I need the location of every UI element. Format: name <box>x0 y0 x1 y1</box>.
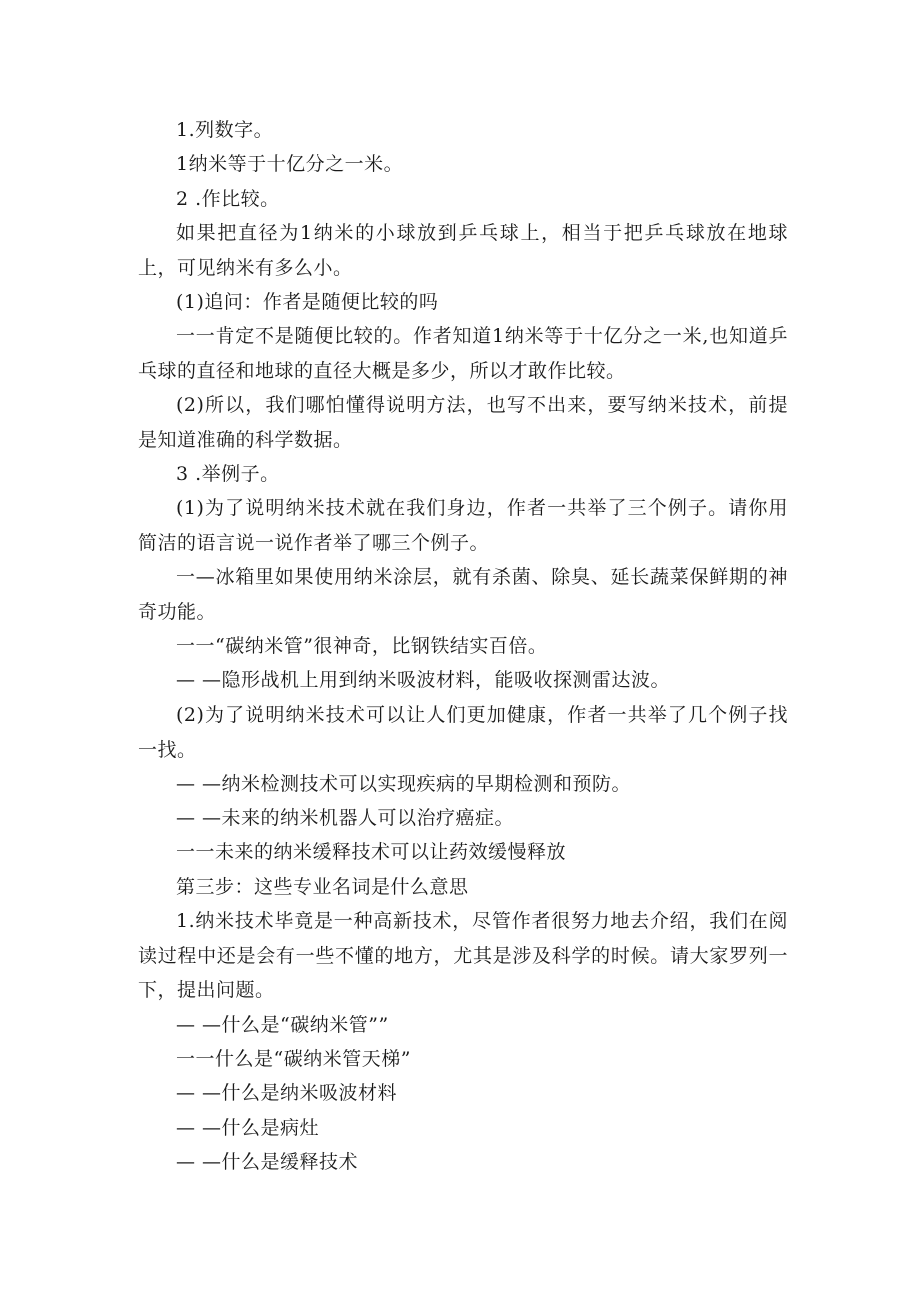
paragraph-17: 第三步：这些专业名词是什么意思 <box>176 876 469 898</box>
paragraph-7: (2)所以，我们哪怕懂得说明方法，也写不出来，要写纳米技术，前提是知道准确的科学数据。 <box>138 394 788 451</box>
paragraph-3: 2 .作比较。 <box>176 188 280 210</box>
paragraph-1: 1.列数字。 <box>176 119 274 141</box>
paragraph-9: (1)为了说明纳米技术就在我们身边，作者一共举了三个例子。请你用简洁的语言说一说作者举了哪三个例子。 <box>138 497 788 554</box>
paragraph-14: — —纳米检测技术可以实现疾病的早期检测和预防。 <box>176 773 632 795</box>
paragraph-12: — —隐形战机上用到纳米吸波材料，能吸收探测雷达波。 <box>176 669 671 691</box>
paragraph-13: (2)为了说明纳米技术可以让人们更加健康，作者一共举了几个例子找一找。 <box>138 704 788 761</box>
paragraph-6: 一一肯定不是随便比较的。作者知道1纳米等于十亿分之一米,也知道乒乓球的直径和地球的直径大概是多少，所以才敢作比较。 <box>138 325 788 382</box>
paragraph-8: 3 .举例子。 <box>176 463 280 485</box>
paragraph-10: 一—冰箱里如果使用纳米涂层，就有杀菌、除臭、延长蔬菜保鲜期的神奇功能。 <box>138 566 788 623</box>
paragraph-11: 一一“碳纳米管”很神奇，比钢铁结实百倍。 <box>176 635 548 657</box>
paragraph-22: — —什么是病灶 <box>176 1117 320 1139</box>
paragraph-15: — —未来的纳米机器人可以治疗癌症。 <box>176 807 515 829</box>
paragraph-4: 如果把直径为1纳米的小球放到乒乓球上，相当于把乒乓球放在地球上，可见纳米有多么小。 <box>138 222 788 279</box>
paragraph-16: 一一未来的纳米缓释技术可以让药效缓慢释放 <box>176 841 567 863</box>
paragraph-21: — —什么是纳米吸波材料 <box>176 1082 398 1104</box>
paragraph-5: (1)追问：作者是随便比较的吗 <box>176 291 439 313</box>
paragraph-2: 1纳米等于十亿分之一米。 <box>176 153 404 175</box>
paragraph-20: 一一什么是“碳纳米管天梯” <box>176 1048 411 1070</box>
paragraph-19: — —什么是“碳纳米管”” <box>176 1014 389 1036</box>
paragraph-18: 1.纳米技术毕竟是一种高新技术，尽管作者很努力地去介绍，我们在阅读过程中还是会有一些不懂的地方，尤其是涉及科学的时候。请大家罗列一下，提出问题。 <box>138 910 788 1001</box>
paragraph-23: — —什么是缓释技术 <box>176 1151 359 1173</box>
